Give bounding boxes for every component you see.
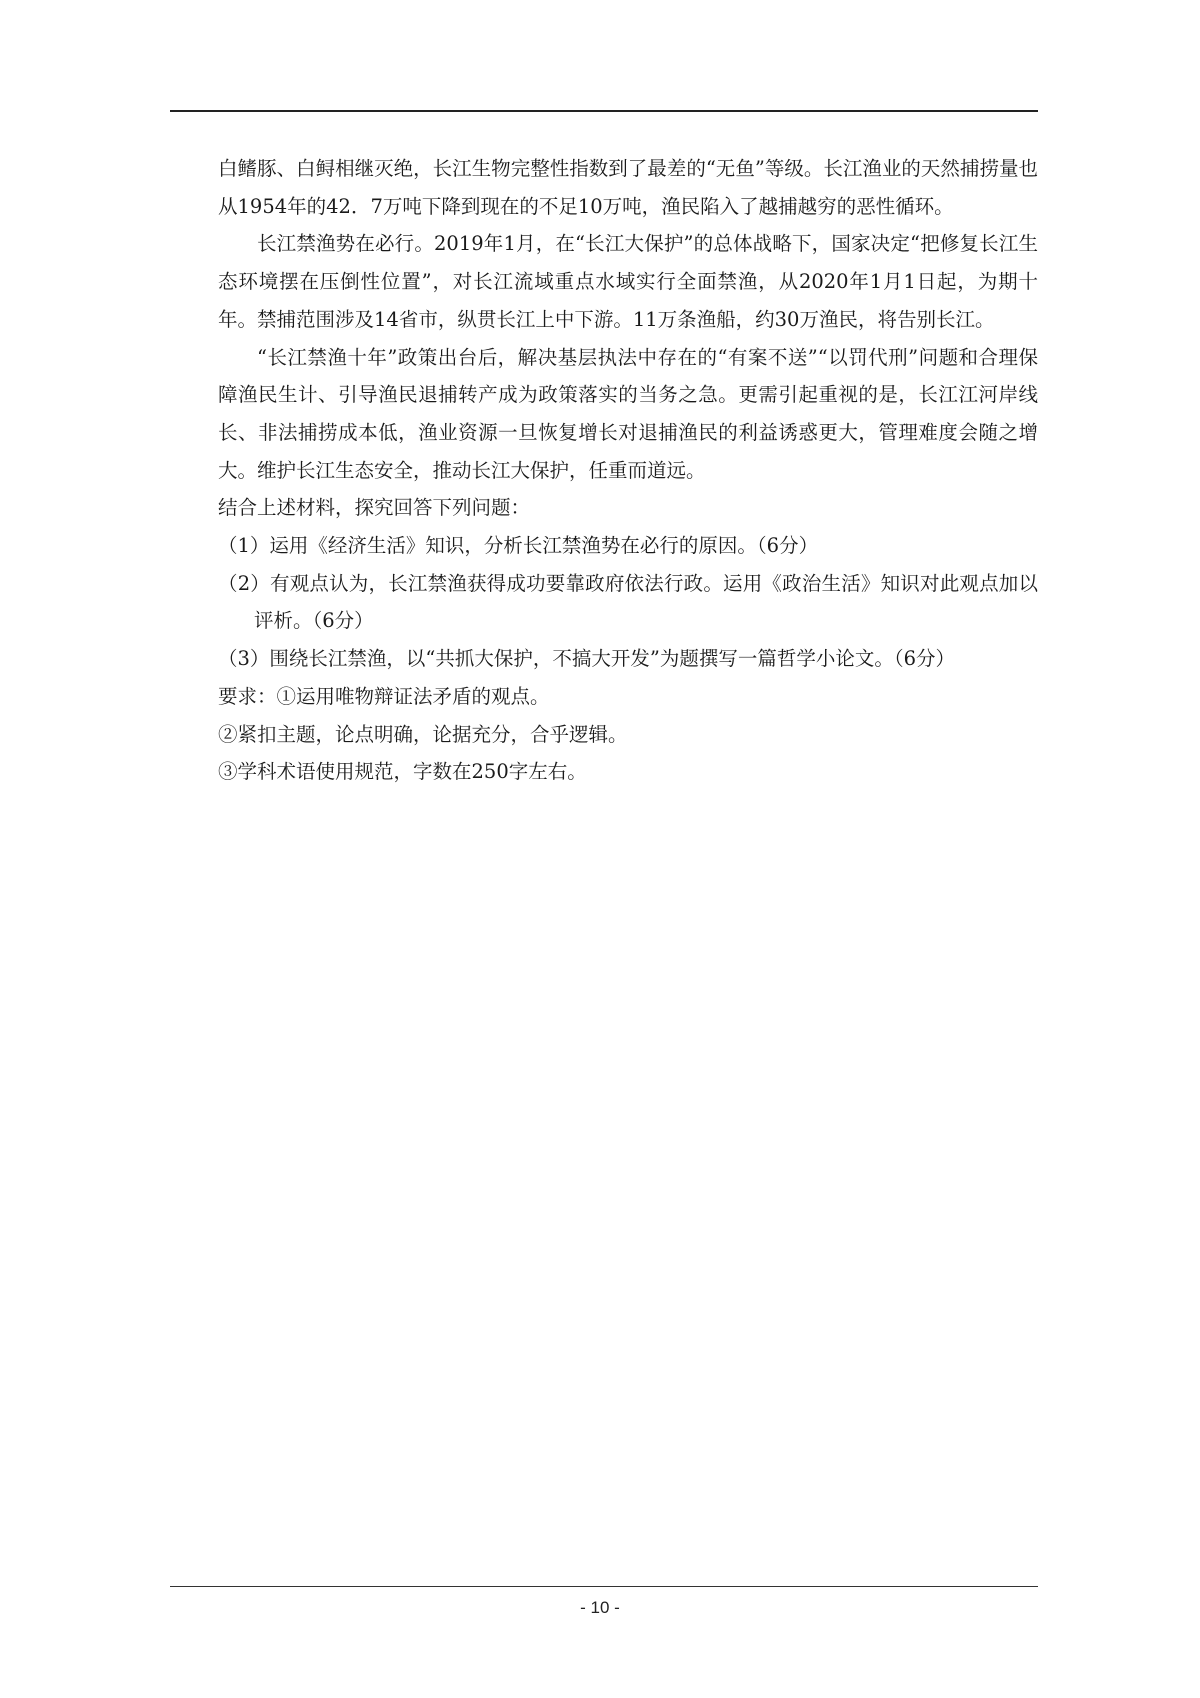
page-number: - 10 - — [580, 1598, 620, 1617]
material-paragraph-3: “长江禁渔十年”政策出台后，解决基层执法中存在的“有案不送”“以罚代刑”问题和合理保障渔民生计、引导渔民退捕转产成为政策落实的当务之急。更需引起重视的是，长江江河岸线长、非法捕捞成本低，渔业资源一旦恢复增长对退捕渔民的利益诱惑更大，管理难度会随之增大。维护长江生态安全，推动长江大保护，任重而道远。 — [218, 345, 1038, 482]
question-prompt: 结合上述材料，探究回答下列问题： — [218, 496, 531, 520]
header-rule — [170, 110, 1038, 112]
page-body — [218, 150, 1038, 791]
question-1: （1）运用《经济生活》知识，分析长江禁渔势在必行的原因。（6分） — [218, 534, 819, 558]
material-paragraph-2: 长江禁渔势在必行。2019年1月，在“长江大保护”的总体战略下，国家决定“把修复长江生态环境摆在压倒性位置”，对长江流域重点水域实行全面禁渔，从2020年1月1日起，为期十年。禁捕范围涉及14省市，纵贯长江上中下游。11万条渔船，约30万渔民，将告别长江。 — [218, 232, 1038, 331]
footer-rule — [170, 1586, 1038, 1587]
requirement-1: 要求：①运用唯物辩证法矛盾的观点。 — [218, 684, 550, 708]
requirement-2: ②紧扣主题，论点明确，论据充分，合乎逻辑。 — [218, 722, 628, 746]
question-3: （3）围绕长江禁渔，以“共抓大保护，不搞大开发”为题撰写一篇哲学小论文。（6分） — [218, 647, 956, 671]
question-2: （2）有观点认为，长江禁渔获得成功要靠政府依法行政。运用《政治生活》知识对此观点加以评析。（6分） — [218, 571, 1038, 633]
requirement-3: ③学科术语使用规范，字数在250字左右。 — [218, 760, 587, 784]
material-paragraph-1: 白鳍豚、白鲟相继灭绝，长江生物完整性指数到了最差的“无鱼”等级。长江渔业的天然捕捞量也从1954年的42．7万吨下降到现在的不足10万吨，渔民陷入了越捕越穷的恶性循环。 — [218, 157, 1038, 218]
